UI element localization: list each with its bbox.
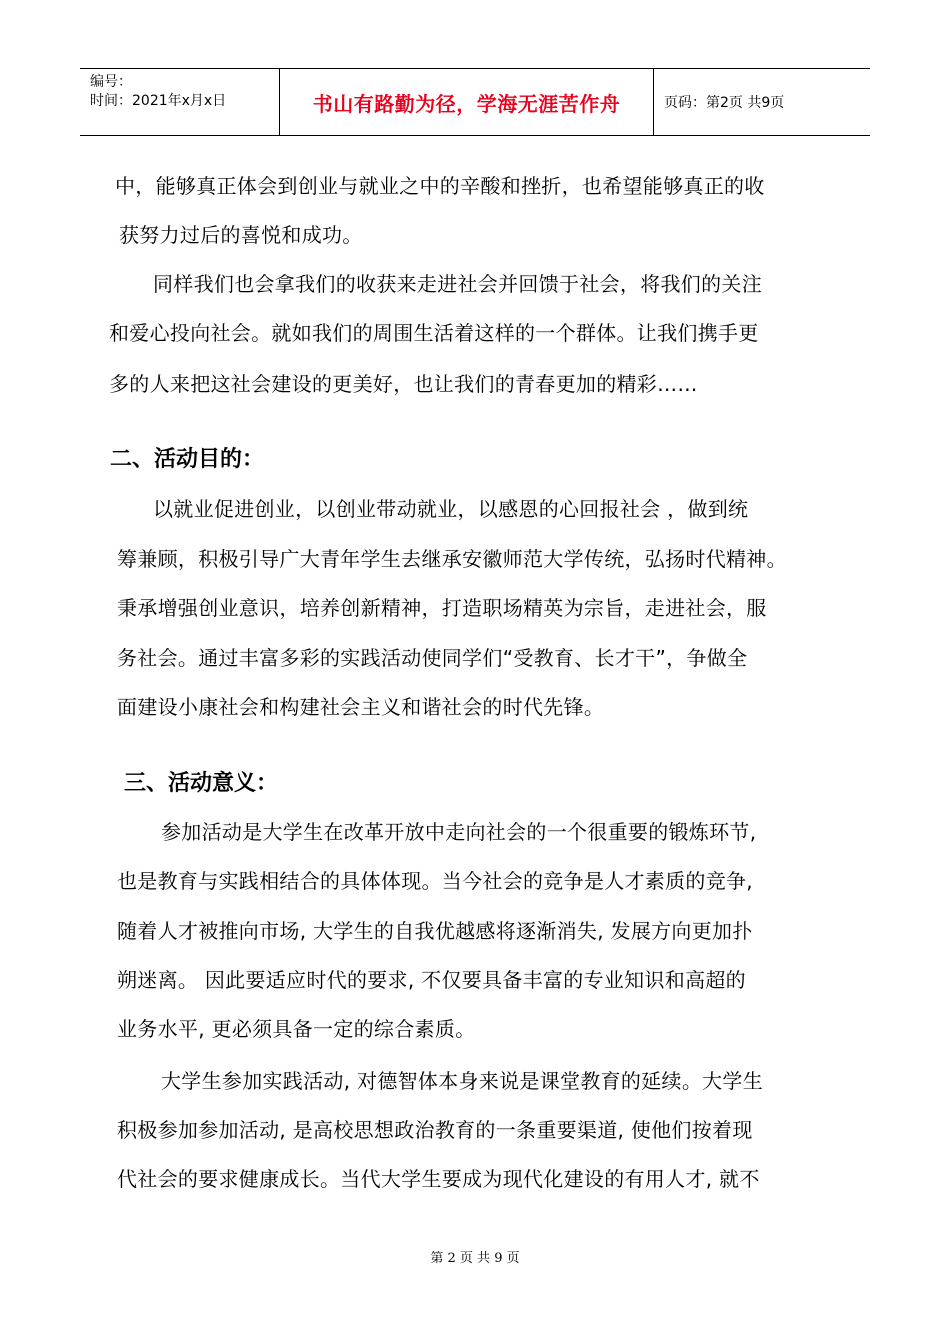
paragraph-line: 业务水平, 更必须具备一定的综合素质。 (117, 1017, 476, 1041)
page-header (80, 68, 870, 136)
paragraph-line: 朔迷离。 因此要适应时代的要求, 不仅要具备丰富的专业知识和高超的 (117, 968, 746, 992)
paragraph-line: 秉承增强创业意识，培养创新精神，打造职场精英为宗旨，走进社会，服 (117, 596, 767, 620)
paragraph-line: 中，能够真正体会到创业与就业之中的辛酸和挫折，也希望能够真正的收 (115, 174, 765, 198)
section-heading-purpose: 二、活动目的： (110, 447, 265, 472)
paragraph-line: 和爱心投向社会。就如我们的周围生活着这样的一个群体。让我们携手更 (109, 321, 759, 345)
paragraph-line: 多的人来把这社会建设的更美好，也让我们的青春更加的精彩…… (109, 372, 698, 396)
paragraph-line: 筹兼顾，积极引导广大青年学生去继承安徽师范大学传统，弘扬时代精神。 (117, 547, 787, 571)
paragraph-line: 随着人才被推向市场, 大学生的自我优越感将逐渐消失, 发展方向更加扑 (117, 919, 753, 943)
header-motto: 书山有路勤为径，学海无涯苦作舟 (280, 69, 654, 135)
paragraph-line: 大学生参加实践活动, 对德智体本身来说是课堂教育的延续。大学生 (161, 1069, 764, 1093)
paragraph-line: 积极参加参加活动, 是高校思想政治教育的一条重要渠道, 使他们按着现 (117, 1118, 753, 1142)
paragraph-line: 以就业促进创业，以创业带动就业，以感恩的心回报社会 ，做到统 (153, 497, 749, 521)
paragraph-line: 代社会的要求健康成长。当代大学生要成为现代化建设的有用人才, 就不 (117, 1167, 760, 1191)
section-heading-significance: 三、活动意义： (124, 771, 279, 796)
header-meta (80, 69, 280, 135)
page-footer-number: 第 2 页 共 9 页 (430, 1251, 520, 1266)
header-page-info: 页码：第2页 共9页 (664, 95, 785, 111)
document-date: 时间：2021年x月x日 (90, 93, 227, 109)
paragraph-line: 面建设小康社会和构建社会主义和谐社会的时代先锋。 (117, 695, 605, 719)
paragraph-line: 务社会。通过丰富多彩的实践活动使同学们“受教育、长才干”，争做全 (117, 646, 748, 670)
paragraph-line: 获努力过后的喜悦和成功。 (119, 223, 363, 247)
paragraph-line: 参加活动是大学生在改革开放中走向社会的一个很重要的锻炼环节, (161, 820, 757, 844)
document-number-label: 编号： (90, 74, 132, 90)
paragraph-line: 也是教育与实践相结合的具体体现。当今社会的竞争是人才素质的竞争, (117, 869, 753, 893)
paragraph-line: 同样我们也会拿我们的收获来走进社会并回馈于社会，将我们的关注 (153, 272, 762, 296)
